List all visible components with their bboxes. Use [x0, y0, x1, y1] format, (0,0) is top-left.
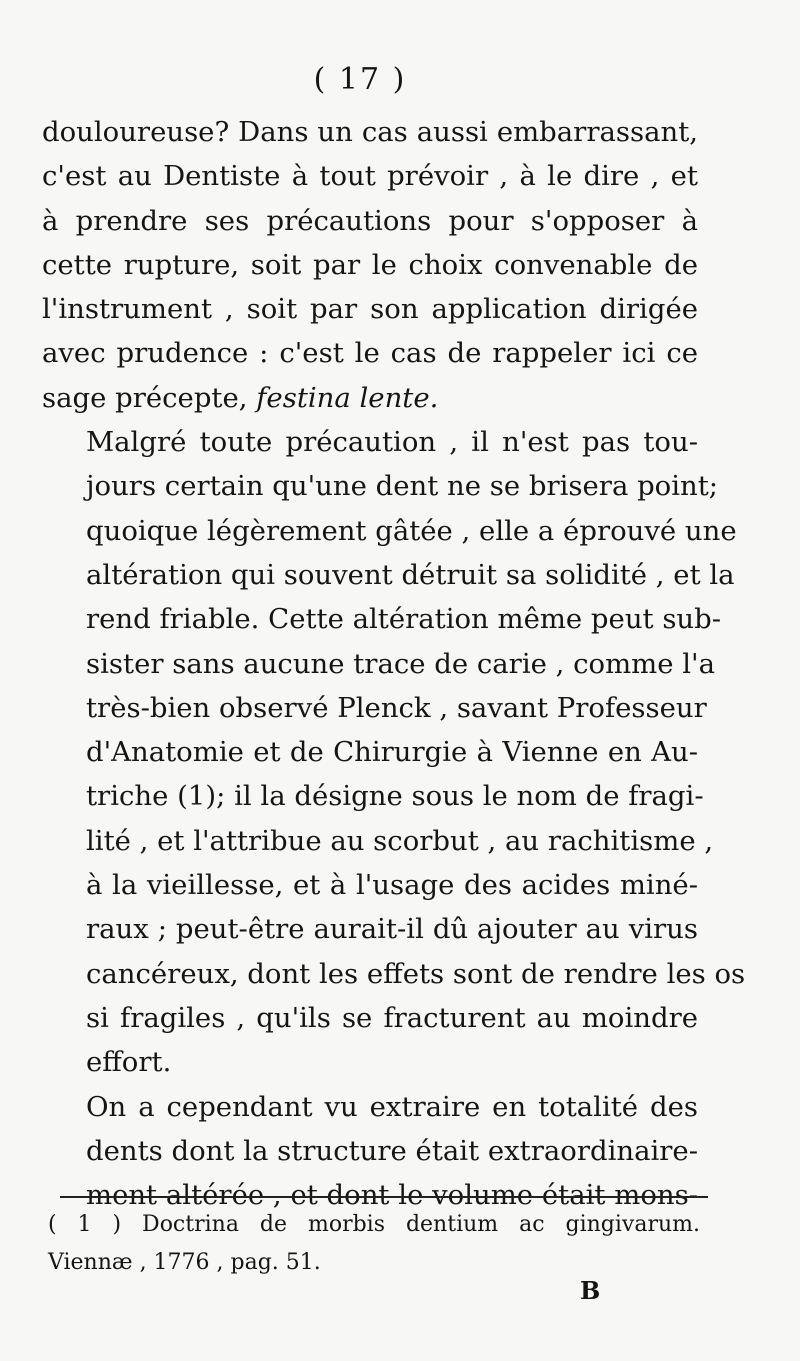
- text-line: [42, 376, 698, 420]
- paragraph-2: [42, 420, 746, 1084]
- footnote-line: Viennæ , 1776 , pag. 51.: [48, 1250, 321, 1275]
- text-line: dents dont la structure était extraordinaire-: [86, 1134, 698, 1167]
- body-text: [42, 110, 746, 1217]
- signature-mark: B: [580, 1276, 601, 1305]
- text-line: d'Anatomie et de Chirurgie à Vienne en Au-: [86, 736, 698, 769]
- text-line: ment altérée , et dont le volume était mons-: [86, 1179, 698, 1212]
- text-line: l'instrument , soit par son application dirigée: [42, 293, 698, 326]
- paragraph-1: [42, 110, 698, 420]
- text-line: altération qui souvent détruit sa solidité , et la: [86, 558, 735, 591]
- text-line: c'est au Dentiste à tout prévoir , à le dire , et: [42, 160, 698, 193]
- text-line: douloureuse? Dans un cas aussi embarrassant,: [42, 116, 698, 148]
- text-line: effort.: [86, 1046, 172, 1079]
- text-line: rend friable. Cette altération même peut sub-: [86, 603, 722, 636]
- text-line: sister sans aucune trace de carie , comme l'a: [86, 647, 715, 680]
- footnote-divider: [60, 1196, 708, 1198]
- text-line: très-bien observé Plenck , savant Professeur: [86, 691, 707, 724]
- text-line: avec prudence : c'est le cas de rappeler ici ce: [42, 337, 698, 370]
- text-line: si fragiles , qu'ils se fracturent au moindre: [86, 1001, 698, 1034]
- text-line: Malgré toute précaution , il n'est pas tou-: [86, 426, 698, 459]
- text-line: cancéreux, dont les effets sont de rendre les os: [86, 957, 746, 990]
- text-line: On a cependant vu extraire en totalité des: [86, 1090, 698, 1123]
- footnote: [48, 1206, 700, 1282]
- text-line: jours certain qu'une dent ne se brisera point;: [86, 470, 719, 503]
- text-fragment: sage précepte,: [42, 381, 257, 414]
- text-line: lité , et l'attribue au scorbut , au rachitisme ,: [86, 824, 714, 857]
- text-line: triche (1); il la désigne sous le nom de fragi-: [86, 780, 704, 813]
- text-line: quoique légèrement gâtée , elle a éprouvé une: [86, 514, 737, 547]
- page-number: ( 17 ): [313, 62, 407, 97]
- latin-phrase: festina lente.: [256, 381, 439, 414]
- text-line: raux ; peut-être aurait-il dû ajouter au virus: [86, 913, 698, 946]
- text-line: à la vieillesse, et à l'usage des acides miné-: [86, 869, 698, 902]
- text-line: à prendre ses précautions pour s'opposer à: [42, 204, 698, 237]
- footnote-line: ( 1 ) Doctrina de morbis dentium ac gingivarum.: [48, 1212, 700, 1237]
- text-line: cette rupture, soit par le choix convenable de: [42, 248, 698, 281]
